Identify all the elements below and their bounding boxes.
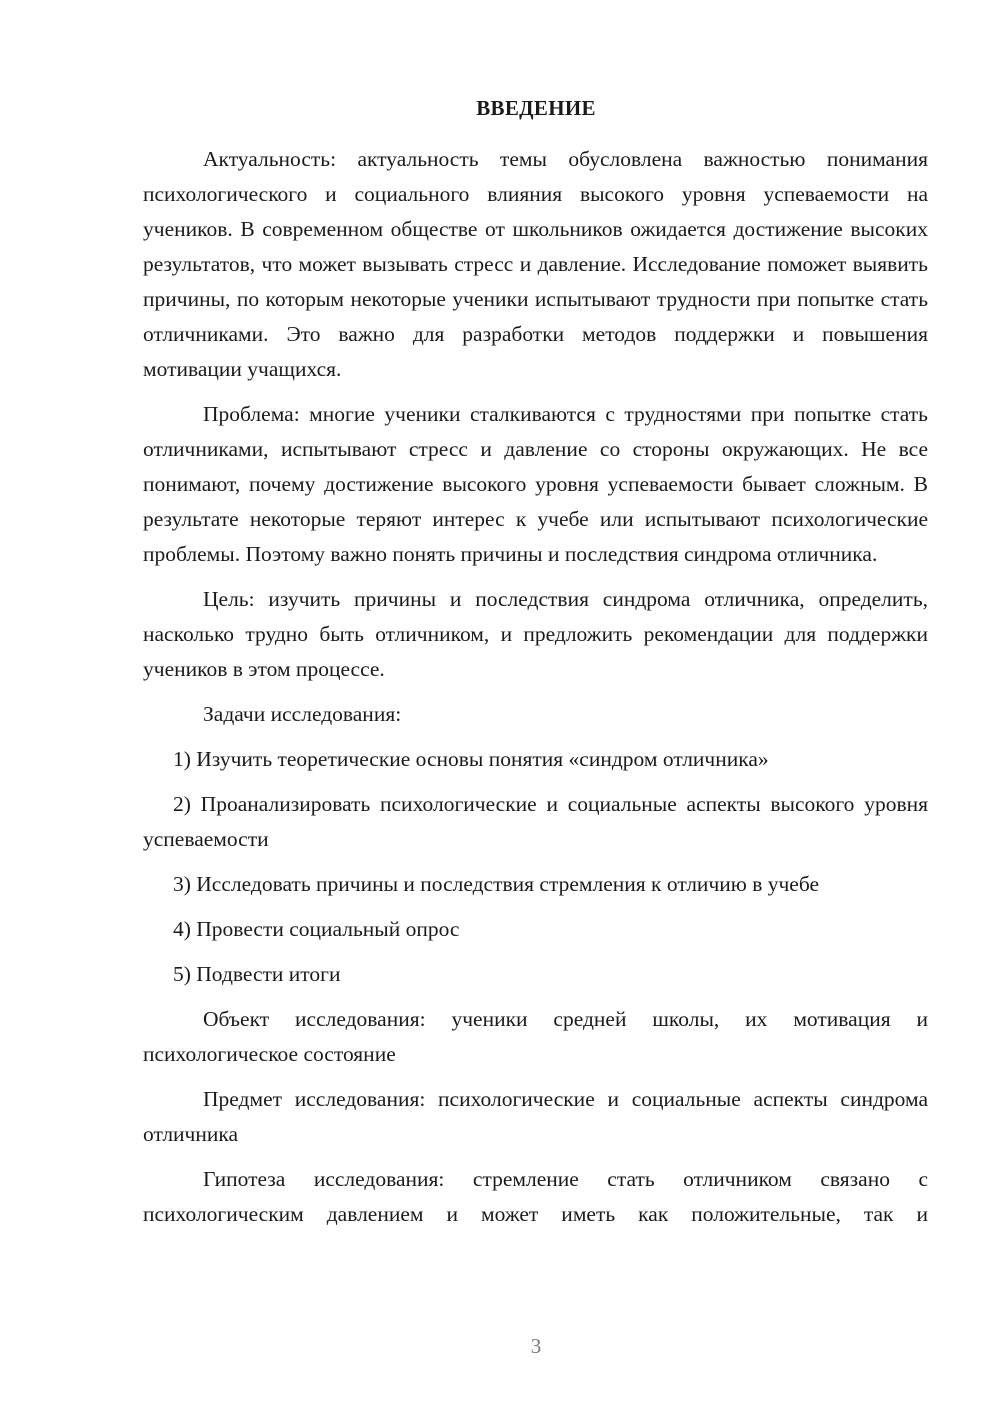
task-item: 5) Подвести итоги: [173, 962, 341, 986]
relevance-paragraph: Актуальность: актуальность темы обусловлена важностью понимания психологического и социального влияния высокого уровня успеваемости на учеников. В современном обществе от школьников ожидается достижение высоких результатов, что может вызывать стресс и давление. Исследование поможет выявить причины, по которым некоторые ученики испытывают трудности при попытке стать отличниками. Это важно для разработки методов поддержки и повышения мотивации учащихся.: [143, 147, 928, 381]
page-number: 3: [530, 1334, 542, 1358]
document-body: [143, 142, 928, 1242]
problem-paragraph: Проблема: многие ученики сталкиваются с трудностями при попытке стать отличниками, испытывают стресс и давление со стороны окружающих. Не все понимают, почему достижение высокого уровня успеваемости бывает сложным. В результате некоторые теряют интерес к учебе или испытывают психологические проблемы. Поэтому важно понять причины и последствия синдрома отличника.: [143, 402, 928, 566]
task-item: 3) Исследовать причины и последствия стремления к отличию в учебе: [173, 872, 820, 896]
task-item: 4) Провести социальный опрос: [173, 917, 460, 941]
tasks-heading: Задачи исследования:: [203, 702, 402, 726]
tasks-list: [143, 742, 928, 992]
goal-paragraph: Цель: изучить причины и последствия синдрома отличника, определить, насколько трудно быть отличником, и предложить рекомендации для поддержки учеников в этом процессе.: [143, 587, 928, 681]
task-item: 1) Изучить теоретические основы понятия «синдром отличника»: [173, 747, 769, 771]
hypothesis-paragraph: Гипотеза исследования: стремление стать отличником связано с психологическим давлением и может иметь как положительные, так и: [143, 1167, 928, 1226]
subject-paragraph: Предмет исследования: психологические и социальные аспекты синдрома отличника: [143, 1087, 928, 1146]
task-item: 2) Проанализировать психологические и социальные аспекты высокого уровня успеваемости: [143, 792, 928, 851]
object-paragraph: Объект исследования: ученики средней школы, их мотивация и психологическое состояние: [143, 1007, 928, 1066]
section-heading: ВВЕДЕНИЕ: [476, 96, 596, 120]
